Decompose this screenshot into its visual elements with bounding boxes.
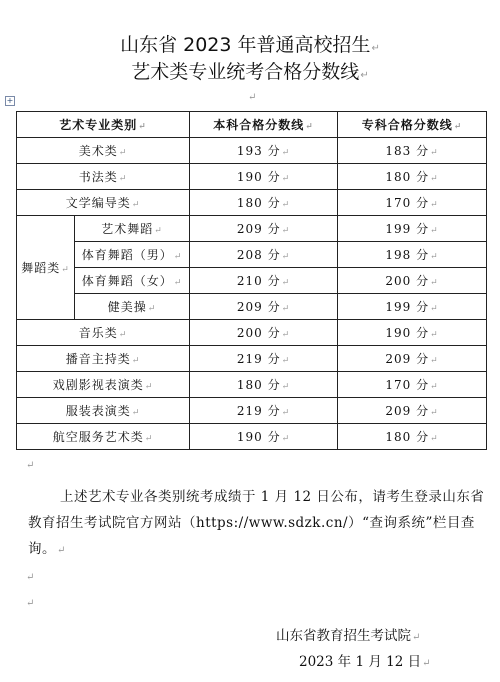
- table-row: [17, 294, 487, 320]
- row-associate: 199 分↵: [338, 294, 487, 320]
- row-bachelor: 209 分↵: [190, 216, 338, 242]
- signature-org: 山东省教育招生考试院↵: [276, 628, 421, 644]
- row-category: 体育舞蹈（女）↵: [75, 268, 190, 294]
- row-category: 体育舞蹈（男）↵: [75, 242, 190, 268]
- row-category: 文学编导类↵: [17, 190, 190, 216]
- row-bachelor: 190 分↵: [190, 164, 338, 190]
- row-bachelor: 208 分↵: [190, 242, 338, 268]
- row-bachelor: 190 分↵: [190, 424, 338, 450]
- row-bachelor: 219 分↵: [190, 346, 338, 372]
- signature-date: 2023 年 1 月 12 日↵: [299, 654, 431, 670]
- table-move-handle-icon[interactable]: +: [6, 96, 14, 105]
- table-row: [17, 216, 487, 242]
- document-title-line-1: 山东省 2023 年普通高校招生↵: [120, 34, 380, 56]
- row-associate: 200 分↵: [338, 268, 487, 294]
- table-row: [17, 398, 487, 424]
- row-category: 戏剧影视表演类↵: [17, 372, 190, 398]
- table-row: [17, 190, 487, 216]
- notice-paragraph: 上述艺术专业各类别统考成绩于 1 月 12 日公布，请考生登录山东省教育招生考试院官方网站（https://www.sdzk.cn/）“查询系统”栏目查询。↵: [28, 489, 485, 557]
- row-category: 音乐类↵: [17, 320, 190, 346]
- row-bachelor: 219 分↵: [190, 398, 338, 424]
- header-associate: 专科合格分数线↵: [338, 112, 487, 138]
- row-associate: 199 分↵: [338, 216, 487, 242]
- row-bachelor: 193 分↵: [190, 138, 338, 164]
- row-associate: 183 分↵: [338, 138, 487, 164]
- row-bachelor: 180 分↵: [190, 190, 338, 216]
- row-bachelor: 180 分↵: [190, 372, 338, 398]
- table-row: [17, 424, 487, 450]
- row-category: 播音主持类↵: [17, 346, 190, 372]
- table-row: [17, 164, 487, 190]
- row-category: 航空服务艺术类↵: [17, 424, 190, 450]
- row-associate: 170 分↵: [338, 372, 487, 398]
- table-row: [17, 320, 487, 346]
- document-title-line-2: 艺术类专业统考合格分数线↵: [131, 61, 369, 83]
- row-bachelor: 210 分↵: [190, 268, 338, 294]
- row-associate: 209 分↵: [338, 346, 487, 372]
- score-table: [16, 111, 487, 450]
- row-associate: 180 分↵: [338, 164, 487, 190]
- table-row: [17, 268, 487, 294]
- row-category: 健美操↵: [75, 294, 190, 320]
- dance-group-cell: 舞蹈类↵: [17, 216, 75, 320]
- header-category: 艺术专业类别↵: [17, 112, 190, 138]
- header-bachelor: 本科合格分数线↵: [190, 112, 338, 138]
- row-category: 艺术舞蹈↵: [75, 216, 190, 242]
- row-category: 书法类↵: [17, 164, 190, 190]
- row-bachelor: 209 分↵: [190, 294, 338, 320]
- row-category: 服装表演类↵: [17, 398, 190, 424]
- table-row: [17, 372, 487, 398]
- row-associate: 198 分↵: [338, 242, 487, 268]
- row-associate: 209 分↵: [338, 398, 487, 424]
- table-row: [17, 242, 487, 268]
- row-associate: 190 分↵: [338, 320, 487, 346]
- row-associate: 180 分↵: [338, 424, 487, 450]
- row-category: 美术类↵: [17, 138, 190, 164]
- table-header-row: [17, 112, 487, 138]
- table-row: [17, 138, 487, 164]
- row-bachelor: 200 分↵: [190, 320, 338, 346]
- table-row: [17, 346, 487, 372]
- row-associate: 170 分↵: [338, 190, 487, 216]
